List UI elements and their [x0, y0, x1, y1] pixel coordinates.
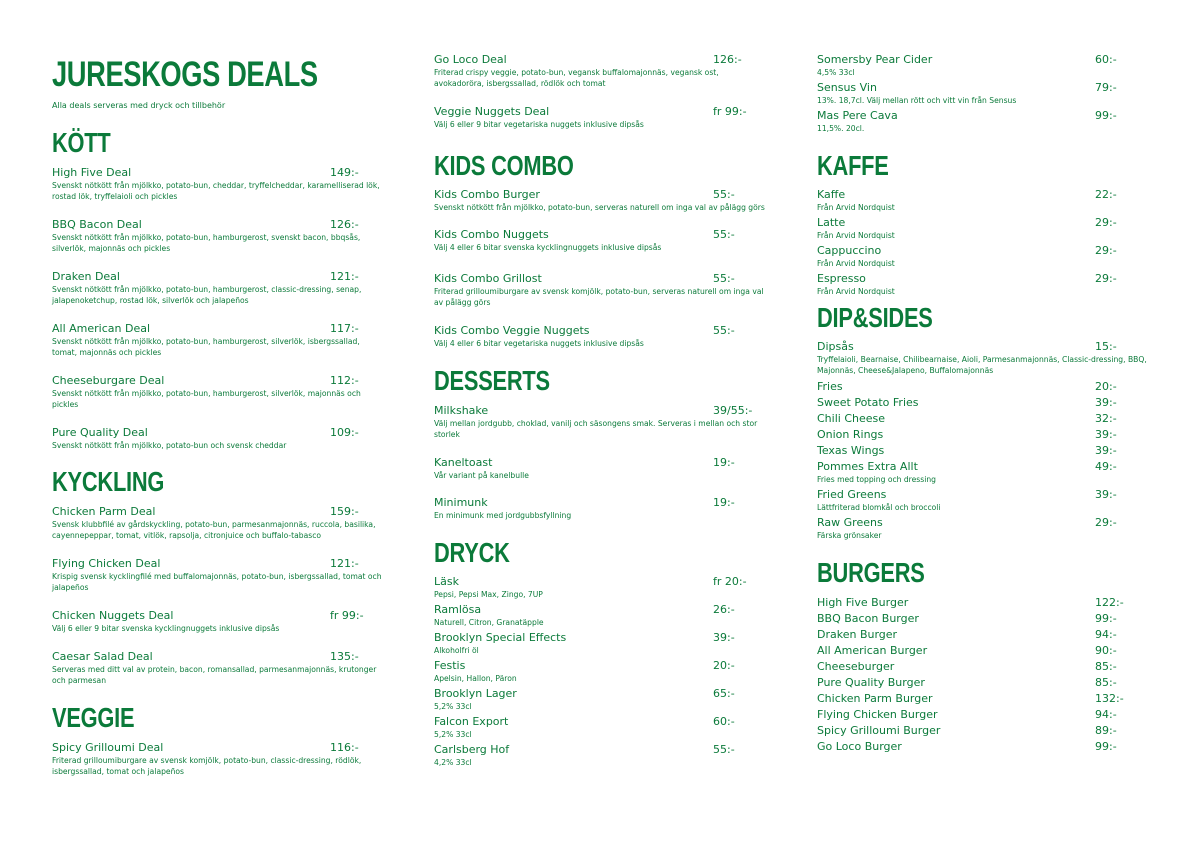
item-price: 55:-	[713, 228, 735, 241]
item-name: Brooklyn Lager	[434, 687, 517, 700]
menu-item	[434, 272, 774, 308]
item-name: Cheeseburgare Deal	[52, 374, 165, 387]
menu-item	[52, 374, 372, 410]
menu-item	[434, 404, 764, 440]
menu-item	[817, 692, 1124, 706]
menu-item	[817, 516, 1147, 541]
item-name: Läsk	[434, 575, 459, 588]
menu-item	[434, 228, 764, 253]
item-description: Krispig svensk kycklingfilé med buffalomajonnäs, potato-bun, isbergssallad, tomat och jalapeños	[52, 572, 382, 592]
item-description: Färska grönsaker	[817, 531, 882, 540]
item-price: 20:-	[1095, 380, 1117, 393]
section-heading-kids-combo: KIDS COMBO	[434, 150, 574, 181]
item-price: 79:-	[1095, 81, 1117, 94]
item-description: Alkoholfri öl	[434, 646, 479, 655]
item-price: 126:-	[330, 218, 359, 231]
item-description: Vår variant på kanelbulle	[434, 471, 529, 480]
menu-item	[817, 644, 1117, 658]
item-price: 132:-	[1095, 692, 1124, 705]
item-name: Flying Chicken Burger	[817, 708, 938, 721]
menu-item	[817, 596, 1124, 610]
item-name: Sweet Potato Fries	[817, 396, 919, 409]
section-heading-desserts: DESSERTS	[434, 365, 550, 396]
menu-item	[434, 715, 764, 740]
item-name: Falcon Export	[434, 715, 509, 728]
item-name: Raw Greens	[817, 516, 883, 529]
item-name: Draken Deal	[52, 270, 120, 283]
item-description: Svenskt nötkött från mjölkko, potato-bun, hamburgerost, classic-dressing, senap, jalapenoketchup, rostad lök, silverlök och jalapeños	[52, 285, 362, 305]
item-price: 121:-	[330, 270, 359, 283]
item-name: Pure Quality Burger	[817, 676, 925, 689]
item-price: 32:-	[1095, 412, 1117, 425]
item-name: Fried Greens	[817, 488, 887, 501]
item-name: Kaffe	[817, 188, 846, 201]
menu-item	[434, 575, 764, 600]
menu-item	[817, 340, 1147, 376]
item-name: Flying Chicken Deal	[52, 557, 161, 570]
item-price: 99:-	[1095, 109, 1117, 122]
item-description: 5,2% 33cl	[434, 702, 472, 711]
menu-item	[817, 396, 1117, 410]
menu-item	[434, 659, 764, 684]
item-price: 19:-	[713, 496, 735, 509]
menu-subtitle: Alla deals serveras med dryck och tillbehör	[52, 101, 226, 110]
item-name: Dipsås	[817, 340, 854, 353]
item-price: 126:-	[713, 53, 742, 66]
item-name: Go Loco Burger	[817, 740, 902, 753]
menu-item	[52, 426, 382, 451]
item-description: Fries med topping och dressing	[817, 475, 936, 484]
menu-item	[817, 444, 1117, 458]
section-heading-kaffe: KAFFE	[817, 150, 889, 181]
item-description: 5,2% 33cl	[434, 730, 472, 739]
menu-item	[52, 557, 382, 593]
item-name: Sensus Vin	[817, 81, 877, 94]
item-price: 122:-	[1095, 596, 1124, 609]
item-price: 26:-	[713, 603, 735, 616]
menu-item	[817, 53, 1147, 78]
item-description: Svenskt nötkött från mjölkko, potato-bun och svensk cheddar	[52, 441, 287, 450]
item-name: Kids Combo Nuggets	[434, 228, 549, 241]
menu-item	[817, 244, 1147, 269]
item-price: 15:-	[1095, 340, 1117, 353]
item-description: Svenskt nötkött från mjölkko, potato-bun, serveras naturell om inga val av pålägg görs	[434, 203, 765, 212]
item-price: 29:-	[1095, 272, 1117, 285]
item-price: 85:-	[1095, 660, 1117, 673]
item-price: 22:-	[1095, 188, 1117, 201]
item-price: 60:-	[1095, 53, 1117, 66]
item-description: Apelsin, Hallon, Päron	[434, 674, 517, 683]
menu-item	[817, 460, 1147, 485]
menu-item	[434, 188, 774, 213]
item-price: fr 20:-	[713, 575, 747, 588]
item-name: Mas Pere Cava	[817, 109, 898, 122]
item-name: Veggie Nuggets Deal	[434, 105, 550, 118]
item-description: 4,5% 33cl	[817, 68, 855, 77]
menu-item	[434, 496, 764, 521]
menu-item	[817, 724, 1117, 738]
section-heading-kott: KÖTT	[52, 127, 111, 158]
item-name: Festis	[434, 659, 466, 672]
item-name: Ramlösa	[434, 603, 482, 616]
item-name: Pommes Extra Allt	[817, 460, 918, 473]
item-description: Tryffelaioli, Bearnaise, Chilibearnaise, Aioli, Parmesanmajonnäs, Classic-dressing, BBQ, Majonnäs, Cheese&Jalapeno, Buffalomajonnäs	[817, 355, 1147, 375]
item-price: 116:-	[330, 741, 359, 754]
item-description: Välj 4 eller 6 bitar svenska kycklingnuggets inklusive dipsås	[434, 243, 662, 252]
item-price: 29:-	[1095, 516, 1117, 529]
menu-item	[52, 741, 372, 777]
item-description: Pepsi, Pepsi Max, Zingo, 7UP	[434, 590, 543, 599]
item-description: Välj 6 eller 9 bitar svenska kycklingnuggets inklusive dipsås	[52, 624, 280, 633]
menu-item	[434, 743, 764, 768]
item-price: 135:-	[330, 650, 359, 663]
item-price: 90:-	[1095, 644, 1117, 657]
item-price: 55:-	[713, 188, 735, 201]
item-name: Texas Wings	[817, 444, 885, 457]
section-heading-burgers: BURGERS	[817, 557, 925, 588]
item-price: 89:-	[1095, 724, 1117, 737]
item-price: 55:-	[713, 743, 735, 756]
item-name: Chicken Parm Burger	[817, 692, 933, 705]
item-price: fr 99:-	[330, 609, 364, 622]
menu-item	[817, 272, 1147, 297]
item-name: Somersby Pear Cider	[817, 53, 933, 66]
item-name: BBQ Bacon Deal	[52, 218, 142, 231]
item-name: Chicken Parm Deal	[52, 505, 156, 518]
item-description: Från Arvid Nordquist	[817, 231, 895, 240]
menu-item	[434, 631, 764, 656]
menu-item	[817, 81, 1147, 106]
item-price: 94:-	[1095, 708, 1117, 721]
menu-item	[817, 740, 1117, 754]
item-description: Lättfriterad blomkål och broccoli	[817, 503, 941, 512]
item-description: Välj 4 eller 6 bitar vegetariska nuggets inklusive dipsås	[434, 339, 644, 348]
item-name: High Five Deal	[52, 166, 132, 179]
menu-item	[434, 603, 764, 628]
item-description: En minimunk med jordgubbsfyllning	[434, 511, 572, 520]
section-heading-dryck: DRYCK	[434, 537, 510, 568]
item-name: Cappuccino	[817, 244, 882, 257]
item-name: Carlsberg Hof	[434, 743, 510, 756]
item-name: Go Loco Deal	[434, 53, 507, 66]
item-description: Svenskt nötkött från mjölkko, potato-bun, hamburgerost, silverlök, majonnäs och pickles	[52, 389, 361, 409]
item-price: 85:-	[1095, 676, 1117, 689]
item-price: 39/55:-	[713, 404, 753, 417]
item-name: Latte	[817, 216, 846, 229]
item-description: Välj 6 eller 9 bitar vegetariska nuggets inklusive dipsås	[434, 120, 644, 129]
item-name: Draken Burger	[817, 628, 898, 641]
menu-item	[52, 218, 382, 254]
menu-title: JURESKOGS DEALS	[52, 55, 318, 94]
item-price: 94:-	[1095, 628, 1117, 641]
menu-item	[52, 609, 382, 634]
menu-item	[52, 650, 382, 686]
section-heading-dip-sides: DIP&SIDES	[817, 302, 933, 333]
menu-item	[817, 188, 1147, 213]
item-description: Svenskt nötkött från mjölkko, potato-bun, cheddar, tryffelcheddar, karamelliserad lök, rostad lök, tryffelaioli och pickles	[52, 181, 380, 201]
item-description: Välj mellan jordgubb, choklad, vanilj och säsongens smak. Serveras i mellan och stor storlek	[434, 419, 758, 439]
menu-item	[817, 488, 1147, 513]
item-price: 20:-	[713, 659, 735, 672]
item-name: Fries	[817, 380, 843, 393]
item-name: Chicken Nuggets Deal	[52, 609, 174, 622]
item-name: All American Deal	[52, 322, 151, 335]
item-name: Cheeseburger	[817, 660, 895, 673]
item-price: 121:-	[330, 557, 359, 570]
item-name: Kids Combo Burger	[434, 188, 540, 201]
item-price: 55:-	[713, 272, 735, 285]
item-description: Från Arvid Nordquist	[817, 203, 895, 212]
menu-item	[817, 612, 1117, 626]
item-name: Kids Combo Veggie Nuggets	[434, 324, 590, 337]
item-price: 65:-	[713, 687, 735, 700]
item-description: Svenskt nötkött från mjölkko, potato-bun, hamburgerost, silverlök, isbergssallad, tomat, majonnäs och pickles	[52, 337, 360, 357]
menu-item	[817, 660, 1117, 674]
item-description: Friterad grilloumiburgare av svensk komjölk, potato-bun, classic-dressing, rödlök, isbergssallad, tomat och jalapeños	[52, 756, 362, 776]
item-description: 11,5%. 20cl.	[817, 124, 865, 133]
item-name: Kaneltoast	[434, 456, 493, 469]
item-price: 19:-	[713, 456, 735, 469]
menu-item	[817, 676, 1117, 690]
menu-item	[434, 324, 764, 349]
item-price: 39:-	[1095, 444, 1117, 457]
item-price: fr 99:-	[713, 105, 747, 118]
section-heading-kyckling: KYCKLING	[52, 466, 165, 497]
item-description: Svensk klubbfilé av gårdskyckling, potato-bun, parmesanmajonnäs, ruccola, basilika, cayennepeppar, tomat, vitlök, rapsolja, citronjuice och buffalo-tabasco	[52, 520, 376, 540]
menu-item	[434, 105, 764, 130]
item-name: Caesar Salad Deal	[52, 650, 153, 663]
item-price: 112:-	[330, 374, 359, 387]
item-price: 39:-	[713, 631, 735, 644]
item-price: 60:-	[713, 715, 735, 728]
item-price: 109:-	[330, 426, 359, 439]
item-price: 39:-	[1095, 488, 1117, 501]
item-name: Chili Cheese	[817, 412, 886, 425]
item-name: BBQ Bacon Burger	[817, 612, 919, 625]
section-heading-veggie: VEGGIE	[52, 702, 135, 733]
item-price: 117:-	[330, 322, 359, 335]
item-description: Naturell, Citron, Granatäpple	[434, 618, 544, 627]
item-name: Milkshake	[434, 404, 489, 417]
item-price: 99:-	[1095, 612, 1117, 625]
menu-item	[434, 53, 742, 89]
item-price: 149:-	[330, 166, 359, 179]
item-name: High Five Burger	[817, 596, 909, 609]
menu-item	[52, 270, 382, 306]
item-description: Friterad grilloumiburgare av svensk komjölk, potato-bun, serveras naturell om inga val av pålägg görs	[434, 287, 764, 307]
item-description: 13%. 18,7cl. Välj mellan rött och vitt vin från Sensus	[817, 96, 1017, 105]
menu-item	[52, 505, 382, 541]
menu-item	[434, 456, 764, 481]
item-price: 39:-	[1095, 396, 1117, 409]
item-name: Spicy Grilloumi Deal	[52, 741, 164, 754]
item-name: Espresso	[817, 272, 866, 285]
item-price: 99:-	[1095, 740, 1117, 753]
item-name: Spicy Grilloumi Burger	[817, 724, 941, 737]
menu-item	[817, 708, 1117, 722]
menu-item	[817, 380, 1117, 394]
item-price: 29:-	[1095, 216, 1117, 229]
item-description: Från Arvid Nordquist	[817, 259, 895, 268]
item-name: Onion Rings	[817, 428, 884, 441]
item-name: All American Burger	[817, 644, 928, 657]
item-price: 49:-	[1095, 460, 1117, 473]
menu-item	[52, 322, 382, 358]
menu-item	[817, 216, 1147, 241]
item-description: Från Arvid Nordquist	[817, 287, 895, 296]
item-price: 29:-	[1095, 244, 1117, 257]
menu-item	[434, 687, 764, 712]
item-description: Svenskt nötkött från mjölkko, potato-bun, hamburgerost, svenskt bacon, bbqsås, silverlök, majonnäs och pickles	[52, 233, 361, 253]
menu-item	[52, 166, 382, 202]
item-description: Serveras med ditt val av protein, bacon, romansallad, parmesanmajonnäs, krutonger och parmesan	[52, 665, 377, 685]
item-name: Minimunk	[434, 496, 488, 509]
item-description: Friterad crispy veggie, potato-bun, vegansk buffalomajonnäs, vegansk ost, avokadoröra, isbergssallad, rödlök och tomat	[434, 68, 719, 88]
menu-item	[817, 412, 1117, 426]
menu-item	[817, 428, 1117, 442]
item-description: 4,2% 33cl	[434, 758, 472, 767]
item-name: Pure Quality Deal	[52, 426, 148, 439]
item-name: Brooklyn Special Effects	[434, 631, 567, 644]
menu-item	[817, 109, 1147, 134]
menu-item	[817, 628, 1117, 642]
item-name: Kids Combo Grillost	[434, 272, 542, 285]
item-price: 55:-	[713, 324, 735, 337]
item-price: 159:-	[330, 505, 359, 518]
item-price: 39:-	[1095, 428, 1117, 441]
